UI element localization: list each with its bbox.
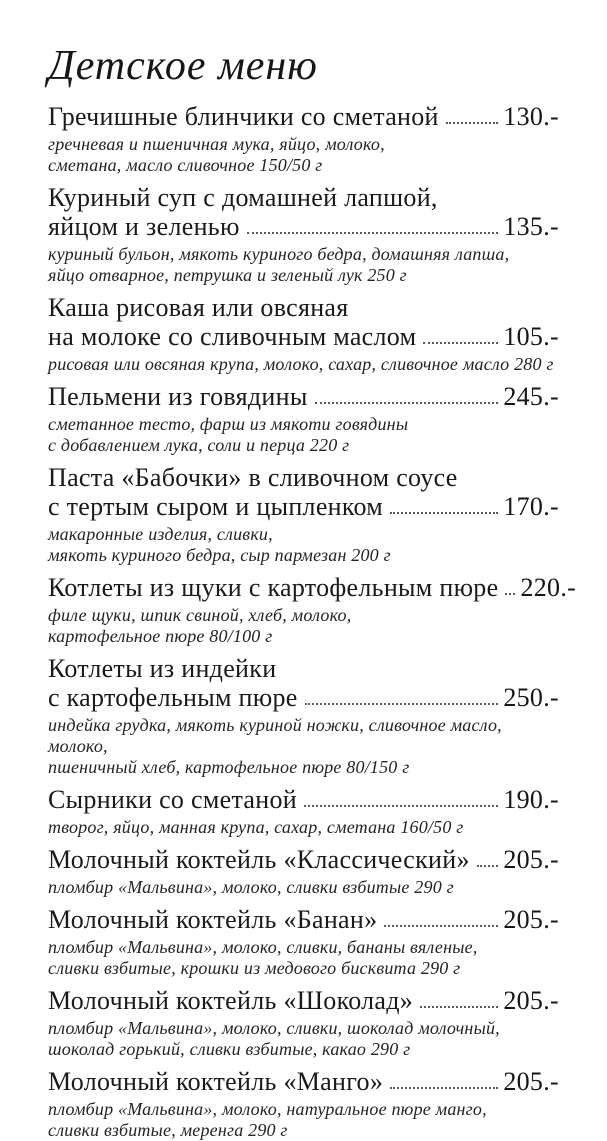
description-line: яйцо отварное, петрушка и зеленый лук 250 г — [48, 265, 407, 285]
item-name-line — [48, 683, 559, 712]
item-price: 135.- — [503, 212, 559, 241]
description-line: с добавлением лука, соли и перца 220 г — [48, 435, 350, 455]
item-price: 205.- — [503, 986, 559, 1015]
item-title — [48, 183, 559, 241]
menu-item — [48, 986, 559, 1060]
description-line: рисовая или овсяная крупа, молоко, сахар, сливочное масло 280 г — [48, 354, 554, 374]
item-price: 105.- — [503, 322, 559, 351]
description-line: картофельное пюре 80/100 г — [48, 626, 273, 646]
description-line: сметанное тесто, фарш из мякоти говядины — [48, 414, 409, 434]
description-line: макаронные изделия, сливки, — [48, 524, 273, 544]
item-title — [48, 986, 559, 1015]
item-name: с тертым сыром и цыпленком — [48, 492, 384, 521]
dotted-leader — [477, 865, 499, 867]
item-name-line — [48, 102, 559, 131]
item-name: на молоке со сливочным маслом — [48, 322, 417, 351]
item-name-line — [48, 212, 559, 241]
dotted-leader — [423, 342, 498, 344]
menu-item-list — [48, 102, 577, 1141]
item-title — [48, 1067, 559, 1096]
description-line: шоколад горький, сливки взбитые, какао 290 г — [48, 1039, 411, 1059]
item-name: с картофельным пюре — [48, 683, 298, 712]
dotted-leader — [446, 122, 499, 124]
description-line: сметана, масло сливочное 150/50 г — [48, 155, 323, 175]
menu-item — [48, 102, 559, 176]
item-name: Молочный коктейль «Шоколад» — [48, 986, 414, 1015]
item-name-line — [48, 382, 559, 411]
dotted-leader — [505, 593, 515, 595]
item-title — [48, 785, 559, 814]
description-line: пломбир «Мальвина», молоко, сливки взбитые 290 г — [48, 877, 454, 897]
menu-item — [48, 654, 559, 778]
item-name: Пельмени из говядины — [48, 382, 308, 411]
item-title — [48, 905, 559, 934]
item-price: 245.- — [503, 382, 559, 411]
item-description — [48, 414, 559, 456]
page-title: Детское меню — [48, 43, 318, 89]
dotted-leader — [315, 402, 499, 404]
menu-item — [48, 1067, 559, 1141]
item-price: 130.- — [503, 102, 559, 131]
item-description — [48, 937, 559, 979]
item-name-line — [48, 785, 559, 814]
item-name-line: Котлеты из индейки — [48, 654, 277, 683]
description-line: куриный бульон, мякоть куриного бедра, домашняя лапша, — [48, 244, 510, 264]
menu-item — [48, 905, 559, 979]
dotted-leader — [384, 925, 498, 927]
item-name: Молочный коктейль «Банан» — [48, 905, 378, 934]
description-line: гречневая и пшеничная мука, яйцо, молоко, — [48, 134, 385, 154]
item-title — [48, 382, 559, 411]
menu-item — [48, 845, 559, 898]
menu-item — [48, 382, 559, 456]
dotted-leader — [304, 805, 498, 807]
dotted-leader — [305, 703, 499, 705]
item-name-line — [48, 905, 559, 934]
item-name-line — [48, 986, 559, 1015]
dotted-leader — [390, 1087, 498, 1089]
item-name-line — [48, 492, 559, 521]
menu-item — [48, 785, 559, 838]
item-title — [48, 845, 559, 874]
item-price: 250.- — [503, 683, 559, 712]
description-line: филе щуки, шпик свиной, хлеб, молоко, — [48, 605, 352, 625]
item-description — [48, 817, 559, 838]
item-title — [48, 102, 559, 131]
item-name: яйцом и зеленью — [48, 212, 240, 241]
description-line: творог, яйцо, манная крупа, сахар, сметана 160/50 г — [48, 817, 464, 837]
item-description — [48, 1099, 559, 1141]
item-description — [48, 354, 559, 375]
item-name-line: Паста «Бабочки» в сливочном соусе — [48, 463, 458, 492]
description-line: пломбир «Мальвина», молоко, сливки, шоколад молочный, — [48, 1018, 500, 1038]
description-line: мякоть куриного бедра, сыр пармезан 200 г — [48, 545, 391, 565]
dotted-leader — [420, 1006, 498, 1008]
item-title — [48, 463, 559, 521]
description-line: сливки взбитые, меренга 290 г — [48, 1120, 288, 1140]
item-title — [48, 293, 559, 351]
item-name-line: Куриный суп с домашней лапшой, — [48, 183, 438, 212]
item-name-line — [48, 322, 559, 351]
item-name-line — [48, 573, 577, 602]
item-name: Котлеты из щуки с картофельным пюре — [48, 573, 499, 602]
item-title — [48, 573, 577, 602]
item-name: Сырники со сметаной — [48, 785, 298, 814]
item-description — [48, 877, 559, 898]
description-line: пшеничный хлеб, картофельное пюре 80/150 г — [48, 757, 410, 777]
item-description — [48, 244, 559, 286]
item-description — [48, 715, 559, 778]
dotted-leader — [390, 512, 498, 514]
item-name: Молочный коктейль «Классический» — [48, 845, 470, 874]
item-description — [48, 1018, 559, 1060]
item-name-line: Каша рисовая или овсяная — [48, 293, 349, 322]
item-price: 205.- — [503, 905, 559, 934]
menu-item — [48, 463, 559, 566]
item-price: 190.- — [503, 785, 559, 814]
item-price: 170.- — [503, 492, 559, 521]
item-description — [48, 524, 559, 566]
item-description — [48, 605, 559, 647]
item-description — [48, 134, 559, 176]
description-line: сливки взбитые, крошки из медового бисквита 290 г — [48, 958, 461, 978]
dotted-leader — [247, 232, 499, 234]
description-line: индейка грудка, мякоть куриной ножки, сливочное масло, молоко, — [48, 715, 502, 756]
description-line: пломбир «Мальвина», молоко, натуральное пюре манго, — [48, 1099, 487, 1119]
item-price: 220.- — [520, 573, 577, 602]
item-price: 205.- — [503, 845, 559, 874]
item-name-line — [48, 845, 559, 874]
item-name: Молочный коктейль «Манго» — [48, 1067, 384, 1096]
description-line: пломбир «Мальвина», молоко, сливки, бананы вяленые, — [48, 937, 478, 957]
menu-item — [48, 573, 577, 647]
menu-item — [48, 293, 559, 375]
menu-item — [48, 183, 559, 286]
item-name: Гречишные блинчики со сметаной — [48, 102, 439, 131]
item-name-line — [48, 1067, 559, 1096]
item-price: 205.- — [503, 1067, 559, 1096]
item-title — [48, 654, 559, 712]
